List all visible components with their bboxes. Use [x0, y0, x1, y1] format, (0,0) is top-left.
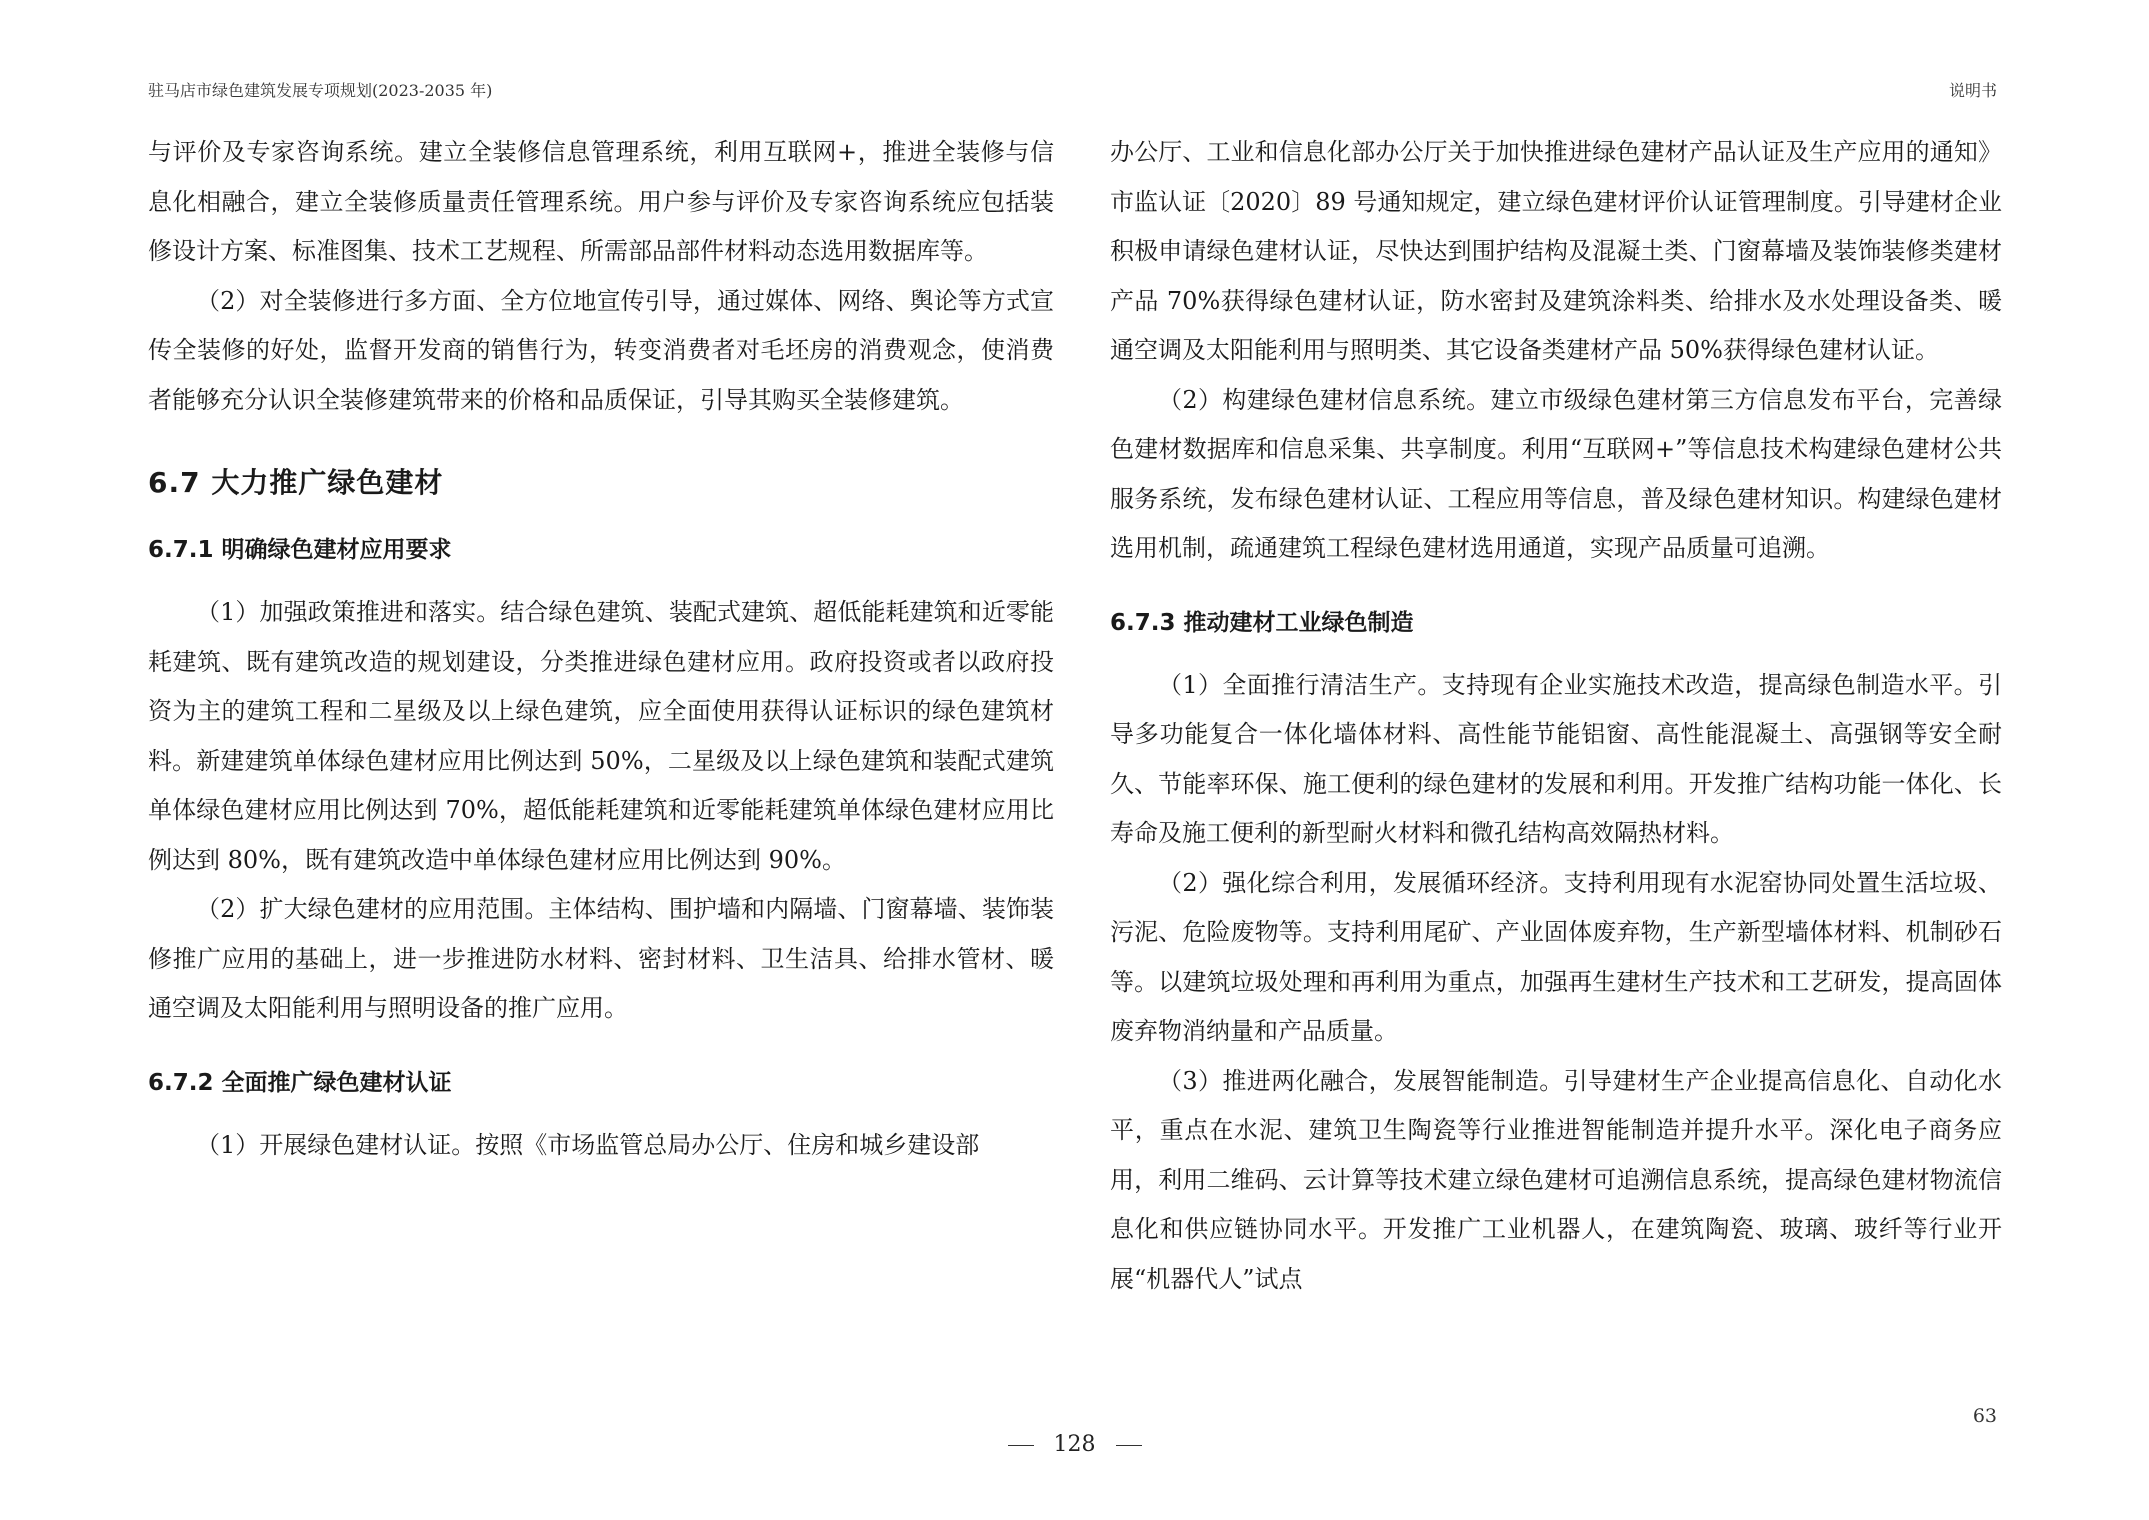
left-column	[148, 128, 1054, 1170]
footer-number: 128	[1053, 1432, 1096, 1457]
footer-page-number	[0, 1432, 2149, 1457]
paragraph: （1）加强政策推进和落实。结合绿色建筑、装配式建筑、超低能耗建筑和近零能耗建筑、既有建筑改造的规划建设，分类推进绿色建材应用。政府投资或者以政府投资为主的建筑工程和二星级及以上绿色建筑，应全面使用获得认证标识的绿色建筑材料。新建建筑单体绿色建材应用比例达到 50%，二星级及以上绿色建筑和装配式建筑单体绿色建材应用比例达到 70%，超低能耗建筑和近零能耗建筑单体绿色建材应用比例达到 80%，既有建筑改造中单体绿色建材应用比例达到 90%。	[148, 598, 1054, 874]
paragraph: （2）扩大绿色建材的应用范围。主体结构、围护墙和内隔墙、门窗幕墙、装饰装修推广应用的基础上，进一步推进防水材料、密封材料、卫生洁具、给排水管材、暖通空调及太阳能利用与照明设备的推广应用。	[148, 895, 1054, 1022]
right-page-number: 63	[1972, 1405, 1997, 1427]
subsection-heading-6-7-3: 6.7.3 推动建材工业绿色制造	[1110, 609, 1414, 636]
paragraph: （2）对全装修进行多方面、全方位地宣传引导，通过媒体、网络、舆论等方式宣传全装修的好处，监督开发商的销售行为，转变消费者对毛坯房的消费观念，使消费者能够充分认识全装修建筑带来的价格和品质保证，引导其购买全装修建筑。	[148, 286, 1054, 414]
right-column	[1110, 128, 2002, 1304]
section-heading-6-7: 6.7 大力推广绿色建材	[148, 466, 444, 499]
paragraph-continued: 办公厅、工业和信息化部办公厅关于加快推进绿色建材产品认证及生产应用的通知》市监认证〔2020〕89 号通知规定，建立绿色建材评价认证管理制度。引导建材企业积极申请绿色建材认证，尽快达到围护结构及混凝土类、门窗幕墙及装饰装修类建材产品 70%获得绿色建材认证，防水密封及建筑涂料类、给排水及水处理设备类、暖通空调及太阳能利用与照明类、其它设备类建材产品 50%获得绿色建材认证。	[1110, 138, 2002, 364]
paragraph: （2）强化综合利用，发展循环经济。支持利用现有水泥窑协同处置生活垃圾、污泥、危险废物等。支持利用尾矿、产业固体废弃物，生产新型墙体材料、机制砂石等。以建筑垃圾处理和再利用为重点，加强再生建材生产技术和工艺研发，提高固体废弃物消纳量和产品质量。	[1110, 868, 2002, 1045]
footer-dash-left	[1008, 1445, 1034, 1446]
paragraph: （1）全面推行清洁生产。支持现有企业实施技术改造，提高绿色制造水平。引导多功能复合一体化墙体材料、高性能节能铝窗、高性能混凝土、高强钢等安全耐久、节能率环保、施工便利的绿色建材的发展和利用。开发推广结构功能一体化、长寿命及施工便利的新型耐火材料和微孔结构高效隔热材料。	[1110, 670, 2002, 847]
paragraph-continued: 与评价及专家咨询系统。建立全装修信息管理系统，利用互联网+，推进全装修与信息化相融合，建立全装修质量责任管理系统。用户参与评价及专家咨询系统应包括装修设计方案、标准图集、技术工艺规程、所需部品部件材料动态选用数据库等。	[148, 138, 1054, 265]
paragraph: （3）推进两化融合，发展智能制造。引导建材生产企业提高信息化、自动化水平，重点在水泥、建筑卫生陶瓷等行业推进智能制造并提升水平。深化电子商务应用，利用二维码、云计算等技术建立绿色建材可追溯信息系统，提高绿色建材物流信息化和供应链协同水平。开发推广工业机器人，在建筑陶瓷、玻璃、玻纤等行业开展“机器代人”试点	[1110, 1066, 2002, 1293]
paragraph: （2）构建绿色建材信息系统。建立市级绿色建材第三方信息发布平台，完善绿色建材数据库和信息采集、共享制度。利用“互联网+”等信息技术构建绿色建材公共服务系统，发布绿色建材认证、工程应用等信息，普及绿色建材知识。构建绿色建材选用机制，疏通建筑工程绿色建材选用通道，实现产品质量可追溯。	[1110, 385, 2002, 562]
subsection-heading-6-7-2: 6.7.2 全面推广绿色建材认证	[148, 1069, 452, 1096]
footer-dash-right	[1116, 1445, 1142, 1446]
header-section-label: 说明书	[1948, 81, 1997, 100]
paragraph: （1）开展绿色建材认证。按照《市场监管总局办公厅、住房和城乡建设部	[196, 1130, 980, 1159]
subsection-heading-6-7-1: 6.7.1 明确绿色建材应用要求	[148, 537, 452, 563]
header-document-title: 驻马店市绿色建筑发展专项规划(2023-2035 年)	[148, 81, 493, 100]
